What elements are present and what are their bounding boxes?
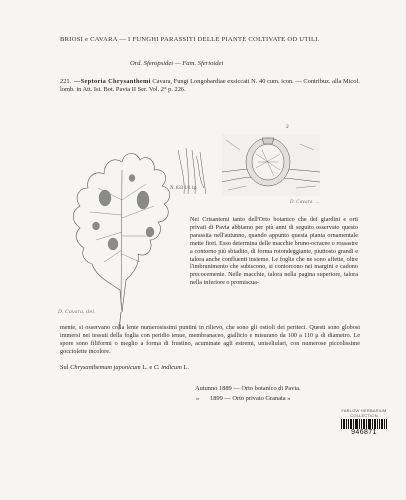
hosts-prefix: Sul [60, 364, 69, 371]
locality-line-2 [196, 395, 290, 402]
description-continuation: mente, si osservano colla lente numerosissimi puntini in rilievo, che sono gli ostioli dei periteci. Questi sono globosi immersi nei tessuti della foglia con peridio tenue, membranaceo, giallicio e misurano da 100 a 110 μ di diametro. Le spore sono filiformi o meglio a forma di frustino, acuminate agli estremi, uniseliulari, con numerose piccolissime gocciolette incolore. [60, 324, 360, 355]
entry-number: 221. [60, 78, 72, 85]
leaf-drawing [73, 153, 170, 330]
barcode-icon [341, 419, 387, 429]
hosts-suffix: L. [183, 364, 189, 371]
herbarium-collection-title: FARLOW HERBARIUM COLLECTION [341, 408, 387, 418]
host-species-2: C. indicum [153, 364, 182, 371]
locality-line-2-text: 1899 — Orto privato Granata » [210, 395, 291, 402]
locality-line-1: Autunno 1889 — Orto botanico di Pavia. [195, 385, 301, 392]
catalog-number: 946871 [351, 429, 377, 436]
host-plants-line [60, 364, 189, 371]
illustrator-signature-left: D. Cavara. del. [58, 309, 96, 315]
leaf-spots [93, 175, 155, 251]
herbarium-barcode-label [338, 408, 390, 436]
species-name: —Septoria Chrysanthemi [74, 78, 151, 85]
ditto-mark: » [196, 395, 200, 402]
figure-number: 2 [286, 124, 289, 130]
hosts-mid: L. e [142, 364, 153, 371]
pycnidium-section [222, 134, 320, 196]
host-species-1: Chrysanthemum japonicum [70, 364, 141, 371]
description-column: Nei Crisantemi tanto dell'Orto botanico che dei giardini e orti privati di Pavia abbiamo per più anni di seguito osservato questo parassita nell'autunno, quando appunto questa pianta ornamentale mette fiori. Esso determina delle macchie bruno-ocracee o rossastre a contorno più sbiadito, di forma rotondeggiante, piuttosto grandi e talora anche confluenti insieme. Le foglie che ne sono affette, oltre l'imbrunimento che subiscono, si contorcono nei margini e cadono precocemente. Nelle macchie, talora nella pagina superiore, talora nella inferiore o promiscua- [190, 216, 358, 287]
running-header: BRIOSI e CAVARA — I FUNGHI PARASSITI DELLE PIANTE COLTIVATE OD UTILI. [60, 36, 320, 43]
species-citation: Cavara, Fungi Longobardiae exsiccati N. 40 cum. icon. — Contribuz. alla Micol. lomb. in Att. Ist. Bot. Pavia II Ser. Vol. 2° p. 226. [60, 78, 360, 94]
magnification-label: N. 633 1/1 l.p [170, 186, 197, 191]
taxonomic-order-line: Ord. Sferopsidei — Fam. Sferioidei [130, 60, 224, 67]
illustrator-signature-right: D. Cavara. ... [290, 200, 320, 205]
